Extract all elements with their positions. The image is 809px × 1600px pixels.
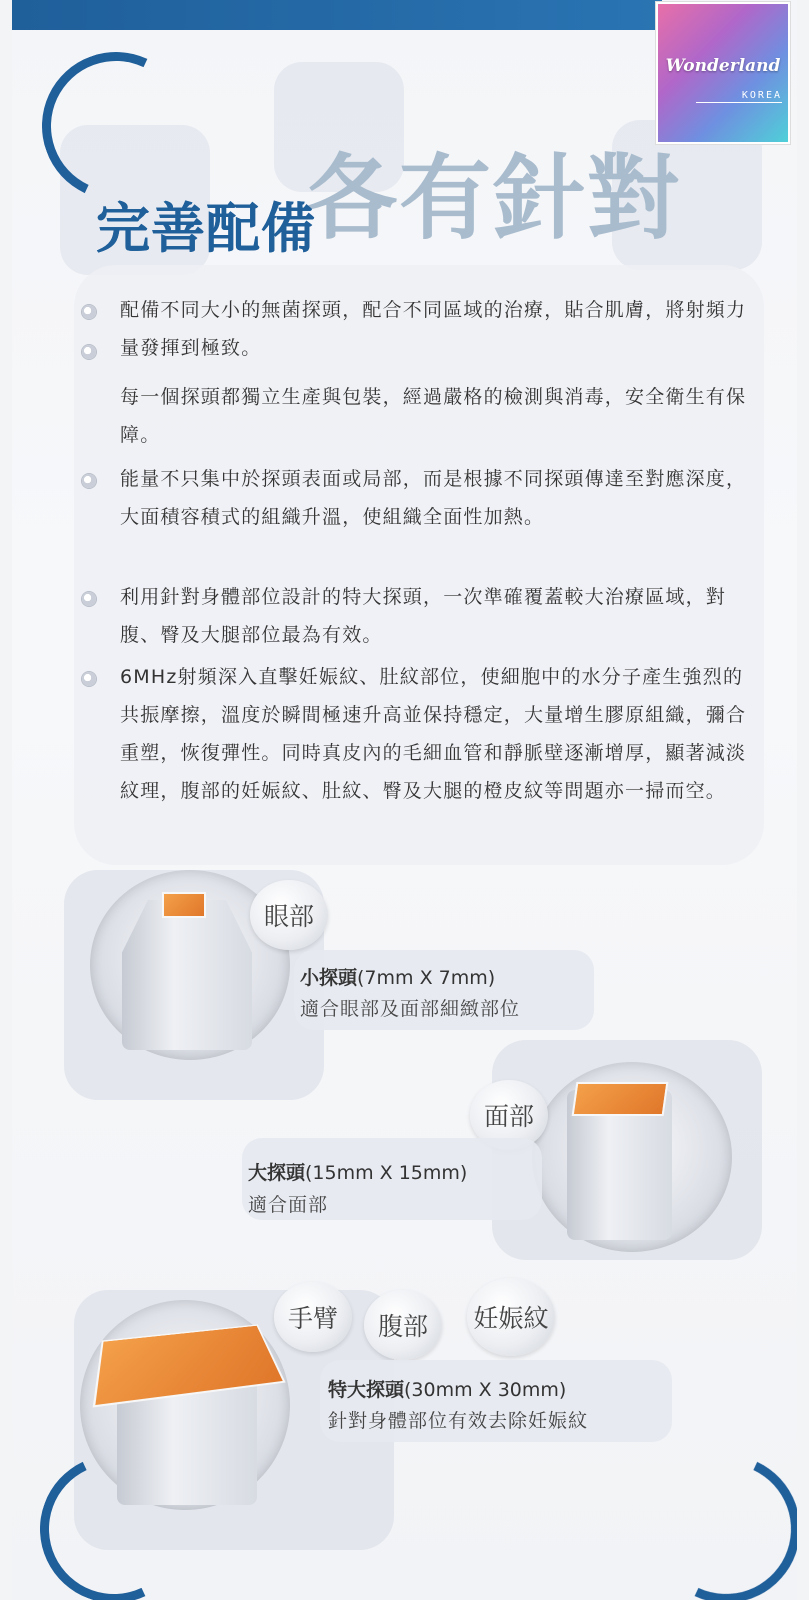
page-title: 完善配備 bbox=[96, 197, 316, 260]
small-probe-desc: 適合眼部及面部細緻部位 bbox=[300, 998, 521, 1020]
small-probe-name: 小探頭 bbox=[300, 967, 358, 989]
xlarge-probe-desc: 針對身體部位有效去除妊娠紋 bbox=[328, 1410, 589, 1432]
bullet-icon bbox=[82, 672, 96, 686]
intro-paragraph-1: 配備不同大小的無菌探頭，配合不同區域的治療，貼合肌膚，將射頻力量發揮到極致。 bbox=[120, 299, 747, 359]
small-probe-tip bbox=[162, 892, 206, 918]
bullet-icon bbox=[82, 592, 96, 606]
bullet-icon bbox=[82, 345, 96, 359]
large-probe-name: 大探頭 bbox=[248, 1162, 306, 1184]
tag-abdomen: 腹部 bbox=[364, 1290, 442, 1360]
corner-arc-bottom-right bbox=[631, 1434, 797, 1600]
intro-paragraph-3: 能量不只集中於探頭表面或局部，而是根據不同探頭傳達至對應深度，大面積容積式的組織升溫，使組織全面性加熱。 bbox=[120, 468, 747, 528]
xlarge-probe-title bbox=[328, 1375, 566, 1402]
large-probe-desc: 適合面部 bbox=[248, 1194, 329, 1216]
large-probe-tip bbox=[572, 1082, 669, 1116]
xlarge-probe-size: (30mm X 30mm) bbox=[404, 1379, 567, 1401]
tag-face: 面部 bbox=[470, 1080, 548, 1150]
logo-text: Wonderland bbox=[665, 56, 781, 76]
intro-paragraph-2: 每一個探頭都獨立生產與包裝，經過嚴格的檢測與消毒，安全衛生有保障。 bbox=[120, 386, 747, 446]
large-probe-title bbox=[248, 1158, 467, 1185]
bullet-icon bbox=[82, 474, 96, 488]
brochure-page bbox=[12, 0, 797, 1600]
intro-paragraph-5: 6MHz射頻深入直擊妊娠紋、肚紋部位，使細胞中的水分子產生強烈的共振摩擦，溫度於瞬間極速升高並保持穩定，大量增生膠原組織，彌合重塑，恢復彈性。同時真皮內的毛細血管和靜脈壁逐漸增厚，顯著減淡紋理，腹部的妊娠紋、肚紋、臀及大腿的橙皮紋等問題亦一掃而空。 bbox=[120, 666, 747, 802]
background-title: 各有針對 bbox=[305, 145, 682, 252]
bullet-icon bbox=[82, 305, 96, 319]
logo-divider bbox=[696, 102, 782, 103]
large-probe-size: (15mm X 15mm) bbox=[305, 1162, 468, 1184]
small-probe-body bbox=[122, 900, 252, 1050]
tag-arm: 手臂 bbox=[274, 1282, 352, 1352]
tag-eye: 眼部 bbox=[250, 880, 328, 950]
small-probe-title bbox=[300, 963, 495, 990]
wonderland-korea-logo bbox=[656, 2, 790, 144]
top-header-bar bbox=[12, 0, 662, 30]
intro-paragraph-4: 利用針對身體部位設計的特大探頭，一次準確覆蓋較大治療區域，對腹、臀及大腿部位最為有效。 bbox=[120, 586, 727, 646]
xlarge-probe-name: 特大探頭 bbox=[328, 1379, 405, 1401]
logo-subtext: KOREA bbox=[741, 90, 782, 101]
tag-stretch-marks: 妊娠紋 bbox=[467, 1278, 555, 1356]
small-probe-size: (7mm X 7mm) bbox=[357, 967, 496, 989]
